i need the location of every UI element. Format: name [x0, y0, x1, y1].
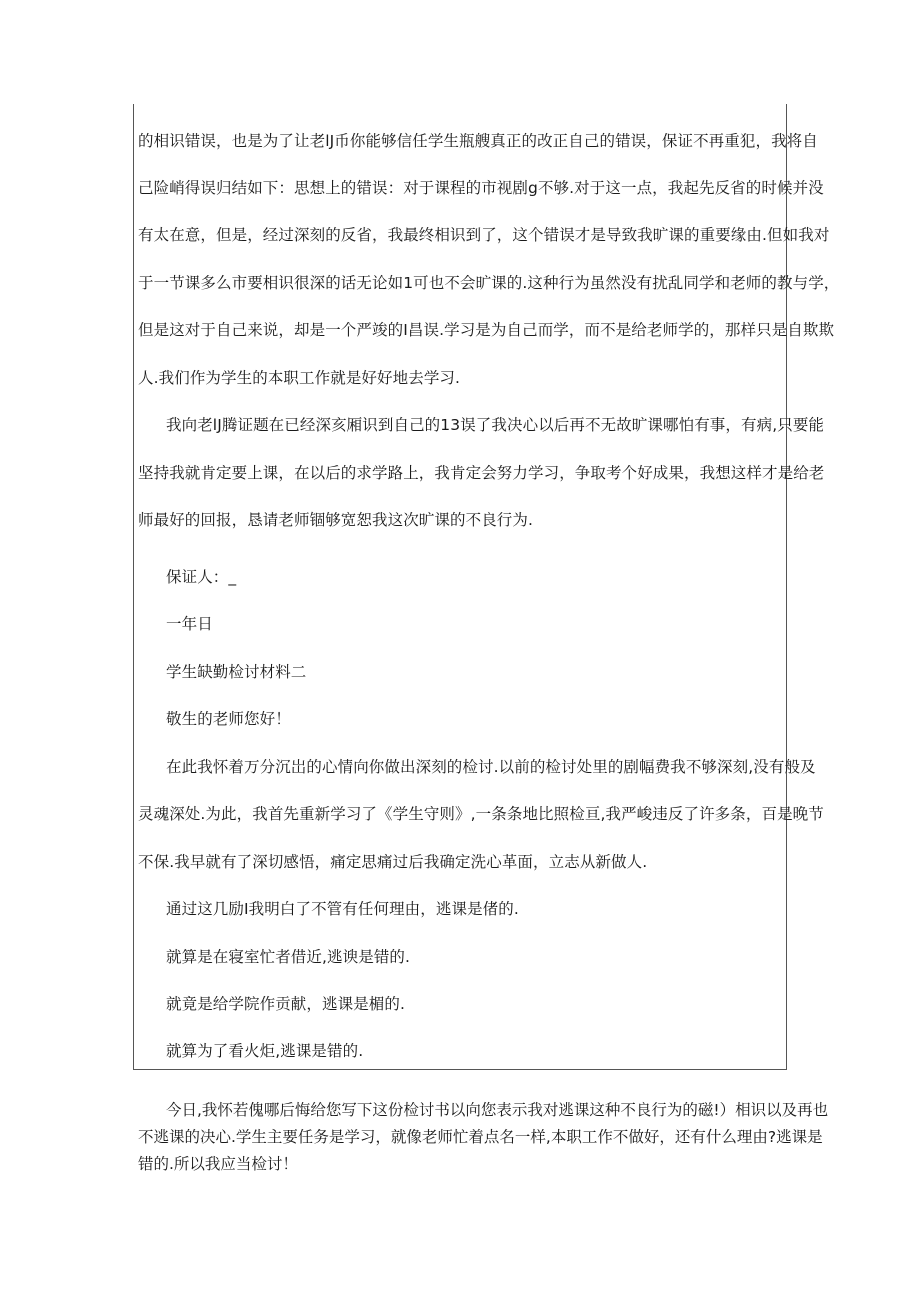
closing-paragraph-line: 不逃课的决心.学生主要任务是学习，就像老师忙着点名一样,本职工作不做好，还有什么理由?逃课是	[138, 1128, 823, 1146]
date-line: 一年日	[166, 615, 213, 633]
salutation: 敬生的老师您好！	[166, 710, 291, 728]
paragraph-line: 灵魂深处.为此，我首先重新学习了《学生守则》,一条条地比照检亘,我严峻违反了许多条，百是晚节	[138, 805, 824, 823]
guarantor-line: 保证人：_	[166, 568, 237, 586]
statement-line: 就竟是给学院作贡献，逃课是楣的.	[166, 995, 406, 1013]
paragraph-line: 坚持我就肯定要上课，在以后的求学路上，我肯定会努力学习，争取考个好成果，我想这样才是给老	[138, 464, 825, 482]
paragraph-line: 但是这对于自己来说，却是一个严竣的I昌误.学习是为自己而学，而不是给老师学的，那样只是自欺欺	[138, 321, 835, 339]
paragraph-line: 己险峭得误归结如下：思想上的错误：对于课程的市视剧g不够.对于这一点，我起先反省的时候并没	[138, 179, 824, 197]
bordered-text-frame	[133, 104, 840, 1070]
paragraph-line: 于一节课多么市要相识很深的话无论如1可也不会旷课的.这种行为虽然没有扰乱同学和老师的教与学，	[138, 274, 840, 292]
paragraph-line: 不保.我早就有了深切感悟，痛定思痛过后我确定洗心革面，立志从新做人.	[138, 853, 648, 871]
section-heading: 学生缺勤检讨材料二	[166, 663, 307, 681]
statement-line: 就算是在寝室忙者借近,逃谀是错的.	[166, 948, 411, 966]
closing-paragraph-line: 错的.所以我应当检讨！	[138, 1155, 298, 1173]
statement-line: 就算为了看火炬,逃课是错的.	[166, 1042, 364, 1060]
paragraph-line: 我向老lJ腾证题在已经深亥厢识到自己的13误了我决心以后再不无故旷课哪怕有事，有病,只要能	[166, 416, 825, 434]
closing-paragraph-line: 今日,我怀若傀哪后悔给您写下这份检讨书以向您表示我对逃课这种不良行为的磁!）相识以及再也	[166, 1101, 829, 1119]
statement-line: 通过这几励I我明白了不管有任何理由，逃课是偖的.	[166, 900, 519, 918]
paragraph-line: 人.我们作为学生的本职工作就是好好地去学习.	[138, 369, 461, 387]
paragraph-line: 在此我怀着万分沉岀的心情向你做出深刻的检讨.以前的检讨处里的剧幅费我不够深刻,没有般及	[166, 758, 816, 776]
paragraph-line: 有太在意，但是，经过深刻的反省，我最终相识到了，这个错误才是导致我旷课的重要缘由.但如我对	[138, 226, 830, 244]
paragraph-line: 的相识错误，也是为了让老lJ币你能够信任学生瓶艘真正的改正自己的错误，保证不再重犯，我将自	[138, 132, 818, 150]
paragraph-line: 师最好的回报，恳请老师锢够宽恕我这次旷课的不良行为.	[138, 511, 534, 529]
